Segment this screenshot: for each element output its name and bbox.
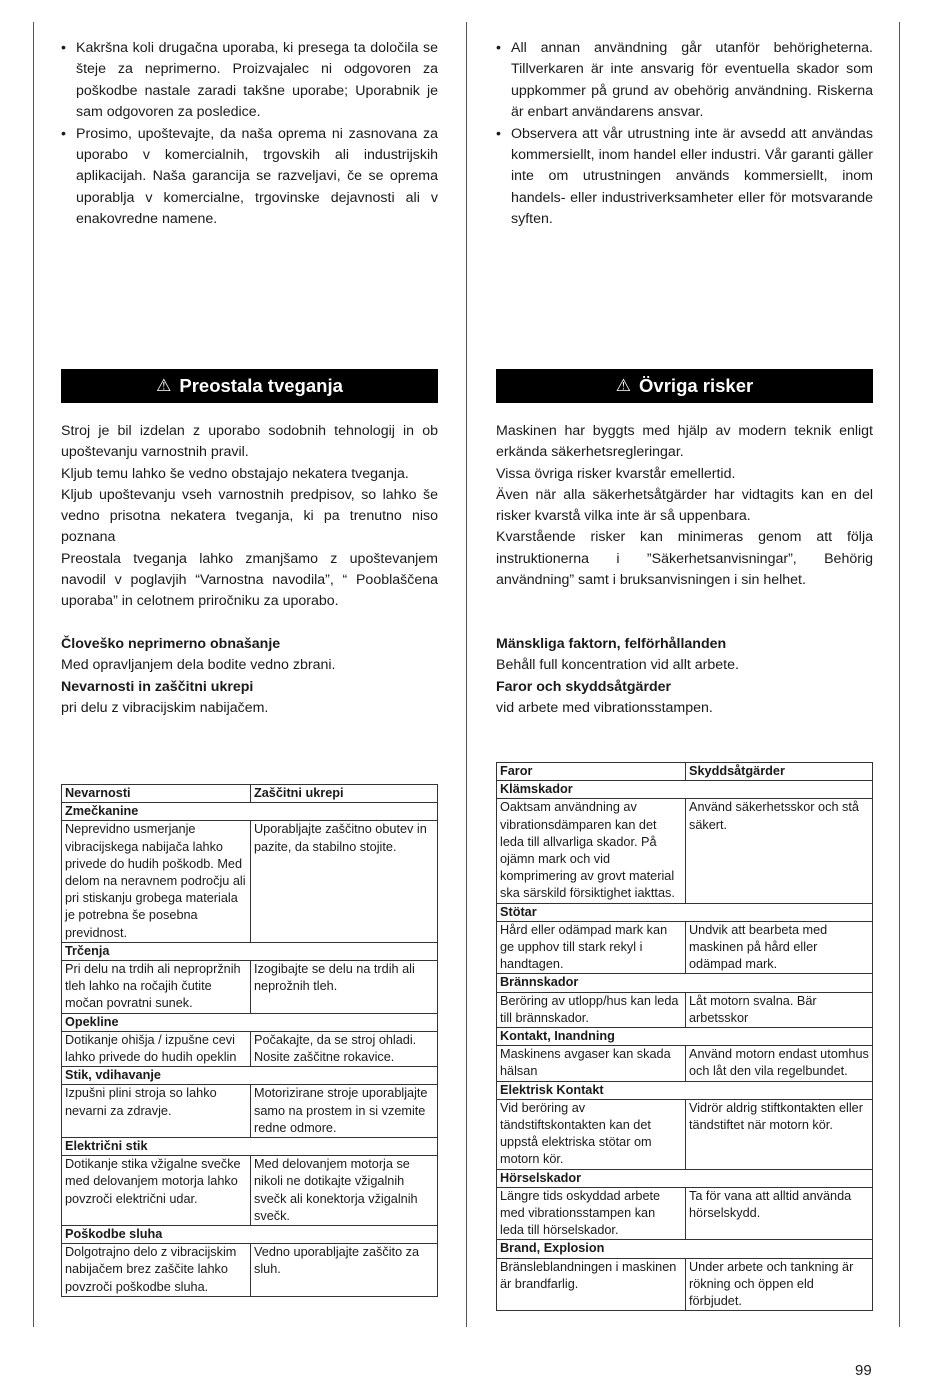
right-human-text: Behåll full koncentration vid allt arbete.: [496, 657, 739, 674]
table-hazard-cell: Längre tids oskyddad arbete med vibrationsstampen kan leda till hörselskador.: [497, 1187, 686, 1240]
table-category: Stik, vdihavanje: [62, 1067, 438, 1085]
table-header-measure: Zaščitni ukrepi: [251, 785, 438, 803]
table-hazard-cell: Izpušni plini stroja so lahko nevarni za zdravje.: [62, 1085, 251, 1138]
right-measures-heading: Faror och skyddsåtgärder: [496, 678, 672, 695]
table-measure-cell: Uporabljajte zaščitno obutev in pazite, da stabilno stojite.: [251, 821, 438, 942]
warning-icon: ⚠: [156, 376, 172, 395]
left-human-factor: [61, 634, 438, 719]
left-human-heading: Človeško neprimerno obnašanje: [61, 636, 281, 652]
table-category-row: [497, 1169, 873, 1187]
table-row: [497, 1099, 873, 1169]
table-hazard-cell: Neprevidno usmerjanje vibracijskega nabijača lahko privede do hudih poškodb. Med delom na neravnem področju ali pri stiskanju grobega materiala je potrebna še posebna previdnost.: [62, 821, 251, 942]
table-category-row: [497, 1240, 873, 1258]
right-section-banner: [496, 369, 873, 403]
right-human-heading: Mänskliga faktorn, felförhållanden: [496, 636, 727, 652]
table-measure-cell: Ta för vana att alltid använda hörselskydd.: [686, 1187, 873, 1240]
left-measures-heading: Nevarnosti in zaščitni ukrepi: [61, 678, 254, 695]
left-intro-p2: Kljub temu lahko še vedno obstajajo nekatera tveganja.: [61, 465, 409, 482]
left-intro-p1: Stroj je bil izdelan z uporabo sodobnih tehnologij in ob upoštevanju varnostnih pravil.: [61, 423, 438, 461]
table-category: Poškodbe sluha: [62, 1226, 438, 1244]
table-category: Trčenja: [62, 942, 438, 960]
table-header-row: [497, 763, 873, 781]
table-measure-cell: Låt motorn svalna. Bär arbetsskor: [686, 992, 873, 1027]
table-measure-cell: Under arbete och tankning är rökning och öppen eld förbjudet.: [686, 1258, 873, 1311]
left-intro-p3: Kljub upoštevanju vseh varnostnih predpisov, so lahko še vedno prisotna nekatera tveganja, ki pa trenutno niso poznana: [61, 486, 438, 546]
table-category: Električni stik: [62, 1138, 438, 1156]
right-intro-p3: Även när alla säkerhetsåtgärder har vidtagits kan en del risker kvarstå vilka inte är så uppenbara.: [496, 486, 873, 525]
table-category: Zmečkanine: [62, 803, 438, 821]
left-intro-p4: Preostala tveganja lahko zmanjšamo z upoštevanjem navodil v poglavjih “Varnostna navodila”, “ Pooblaščena uporaba” in celotnem priročniku za uporabo.: [61, 550, 438, 610]
right-bullet-1: • All annan användning går utanför behörigheterna. Tillverkaren är inte ansvarig för eventuella skador som uppkommer på grund av obehörig användning. Riskerna är enbart användarens ansvar.: [496, 38, 873, 124]
table-row: [497, 921, 873, 974]
table-measure-cell: Med delovanjem motorja se nikoli ne dotikajte vžigalnih svečk ali konektorja vžigalnih svečk.: [251, 1156, 438, 1226]
table-category: Brännskador: [497, 974, 873, 992]
table-row: [62, 961, 438, 1014]
table-category: Hörselskador: [497, 1169, 873, 1187]
table-category: Klämskador: [497, 781, 873, 799]
table-measure-cell: Undvik att bearbeta med maskinen på hård eller odämpad mark.: [686, 921, 873, 974]
right-measures-text: vid arbete med vibrationsstampen.: [496, 699, 713, 716]
table-category-row: [62, 1226, 438, 1244]
table-row: [497, 1187, 873, 1240]
table-hazard-cell: Dotikanje ohišja / izpušne cevi lahko privede do hudih opeklin: [62, 1031, 251, 1066]
table-row: [62, 1244, 438, 1297]
right-intro: [496, 421, 873, 591]
table-hazard-cell: Oaktsam användning av vibrationsdämparen kan det leda till allvarliga skador. På ojämn mark och vid komprimering av grovt material ska särskild försiktighet iakttas.: [497, 799, 686, 903]
left-intro: [61, 421, 438, 613]
table-category-row: [497, 1028, 873, 1046]
table-category-row: [497, 781, 873, 799]
left-hazard-table: [61, 784, 438, 1297]
right-margin-rule: [899, 22, 900, 1327]
right-banner-title: Övriga risker: [639, 375, 754, 396]
table-category-row: [62, 803, 438, 821]
table-row: [497, 799, 873, 903]
table-measure-cell: Använd säkerhetsskor och stå säkert.: [686, 799, 873, 903]
table-hazard-cell: Bränsleblandningen i maskinen är brandfarlig.: [497, 1258, 686, 1311]
table-hazard-cell: Pri delu na trdih ali nepropržnih tleh lahko na ročajih čutite močan povratni sunek.: [62, 961, 251, 1014]
table-category: Kontakt, Inandning: [497, 1028, 873, 1046]
table-row: [497, 992, 873, 1027]
table-hazard-cell: Vid beröring av tändstiftskontakten kan det uppstå elektriska stötar om motorn kör.: [497, 1099, 686, 1169]
left-bullet-2: • Prosimo, upoštevajte, da naša oprema ni zasnovana za uporabo v komercialnih, trgovskih ali industrijskih aplikacijah. Naša garancija se razveljavi, če se oprema uporablja v komercialne, trgovinske dejavnosti ali v enakovredne namene.: [61, 124, 438, 231]
left-bullet-list: [61, 38, 438, 231]
table-header-measure: Skyddsåtgärder: [686, 763, 873, 781]
table-hazard-cell: Hård eller odämpad mark kan ge upphov till stark rekyl i handtagen.: [497, 921, 686, 974]
right-human-factor: [496, 634, 873, 719]
table-row: [62, 821, 438, 942]
table-row: [497, 1258, 873, 1311]
right-intro-p2: Vissa övriga risker kvarstår emellertid.: [496, 465, 736, 482]
left-margin-rule: [33, 22, 34, 1327]
right-intro-p1: Maskinen har byggts med hjälp av modern teknik enligt erkända säkerhetsregleringar.: [496, 423, 873, 461]
table-category-row: [62, 1013, 438, 1031]
left-section-banner: [61, 369, 438, 403]
left-human-text: Med opravljanjem dela bodite vedno zbrani.: [61, 657, 336, 674]
table-category: Stötar: [497, 903, 873, 921]
table-measure-cell: Počakajte, da se stroj ohladi. Nosite zaščitne rokavice.: [251, 1031, 438, 1066]
table-hazard-cell: Beröring av utlopp/hus kan leda till brännskador.: [497, 992, 686, 1027]
table-row: [62, 1085, 438, 1138]
table-category-row: [497, 903, 873, 921]
warning-icon: ⚠: [615, 376, 632, 395]
right-hazard-table: [496, 762, 873, 1311]
table-category: Elektrisk Kontakt: [497, 1081, 873, 1099]
table-measure-cell: Vidrör aldrig stiftkontakten eller tändstiftet när motorn kör.: [686, 1099, 873, 1169]
table-row: [497, 1046, 873, 1081]
left-measures-text: pri delu z vibracijskim nabijačem.: [61, 699, 269, 716]
left-banner-title: Preostala tveganja: [179, 375, 343, 396]
table-category-row: [497, 1081, 873, 1099]
right-bullet-list: [496, 38, 873, 231]
table-hazard-cell: Dolgotrajno delo z vibracijskim nabijačem brez zaščite lahko povzroči poškodbe sluha.: [62, 1244, 251, 1297]
table-category-row: [62, 942, 438, 960]
table-row: [62, 1156, 438, 1226]
table-measure-cell: Använd motorn endast utomhus och låt den vila regelbundet.: [686, 1046, 873, 1081]
table-category: Brand, Explosion: [497, 1240, 873, 1258]
table-category-row: [62, 1138, 438, 1156]
table-row: [62, 1031, 438, 1066]
table-header-hazard: Nevarnosti: [62, 785, 251, 803]
table-hazard-cell: Dotikanje stika vžigalne svečke med delovanjem motorja lahko povzroči električni udar.: [62, 1156, 251, 1226]
table-header-hazard: Faror: [497, 763, 686, 781]
right-bullet-2: • Observera att vår utrustning inte är avsedd att användas kommersiellt, inom handel eller industri. Vår garanti gäller inte om utrustningen används kommersiellt, inom handels- eller industriverksamheter eller för motsvarande syften.: [496, 124, 873, 231]
table-header-row: [62, 785, 438, 803]
right-intro-p4: Kvarstående risker kan minimeras genom att följa instruktionerna i ”Säkerhetsanvisningar”, Behörig användning” samt i bruksanvisningen i sin helhet.: [496, 529, 873, 589]
table-category-row: [497, 974, 873, 992]
table-category: Opekline: [62, 1013, 438, 1031]
table-measure-cell: Motorizirane stroje uporabljajte samo na prostem in si vzemite redne odmore.: [251, 1085, 438, 1138]
page-number: 99: [855, 1362, 872, 1379]
table-measure-cell: Izogibajte se delu na trdih ali neprožnih tleh.: [251, 961, 438, 1014]
table-hazard-cell: Maskinens avgaser kan skada hälsan: [497, 1046, 686, 1081]
center-divider: [466, 22, 467, 1327]
table-measure-cell: Vedno uporabljajte zaščito za sluh.: [251, 1244, 438, 1297]
table-category-row: [62, 1067, 438, 1085]
left-bullet-1: • Kakršna koli drugačna uporaba, ki presega ta določila se šteje za neprimerno. Proizvajalec ni odgovoren za poškodbe nastale zaradi takšne uporabe; Uporabnik je sam odgovoren za posledice.: [61, 38, 438, 124]
